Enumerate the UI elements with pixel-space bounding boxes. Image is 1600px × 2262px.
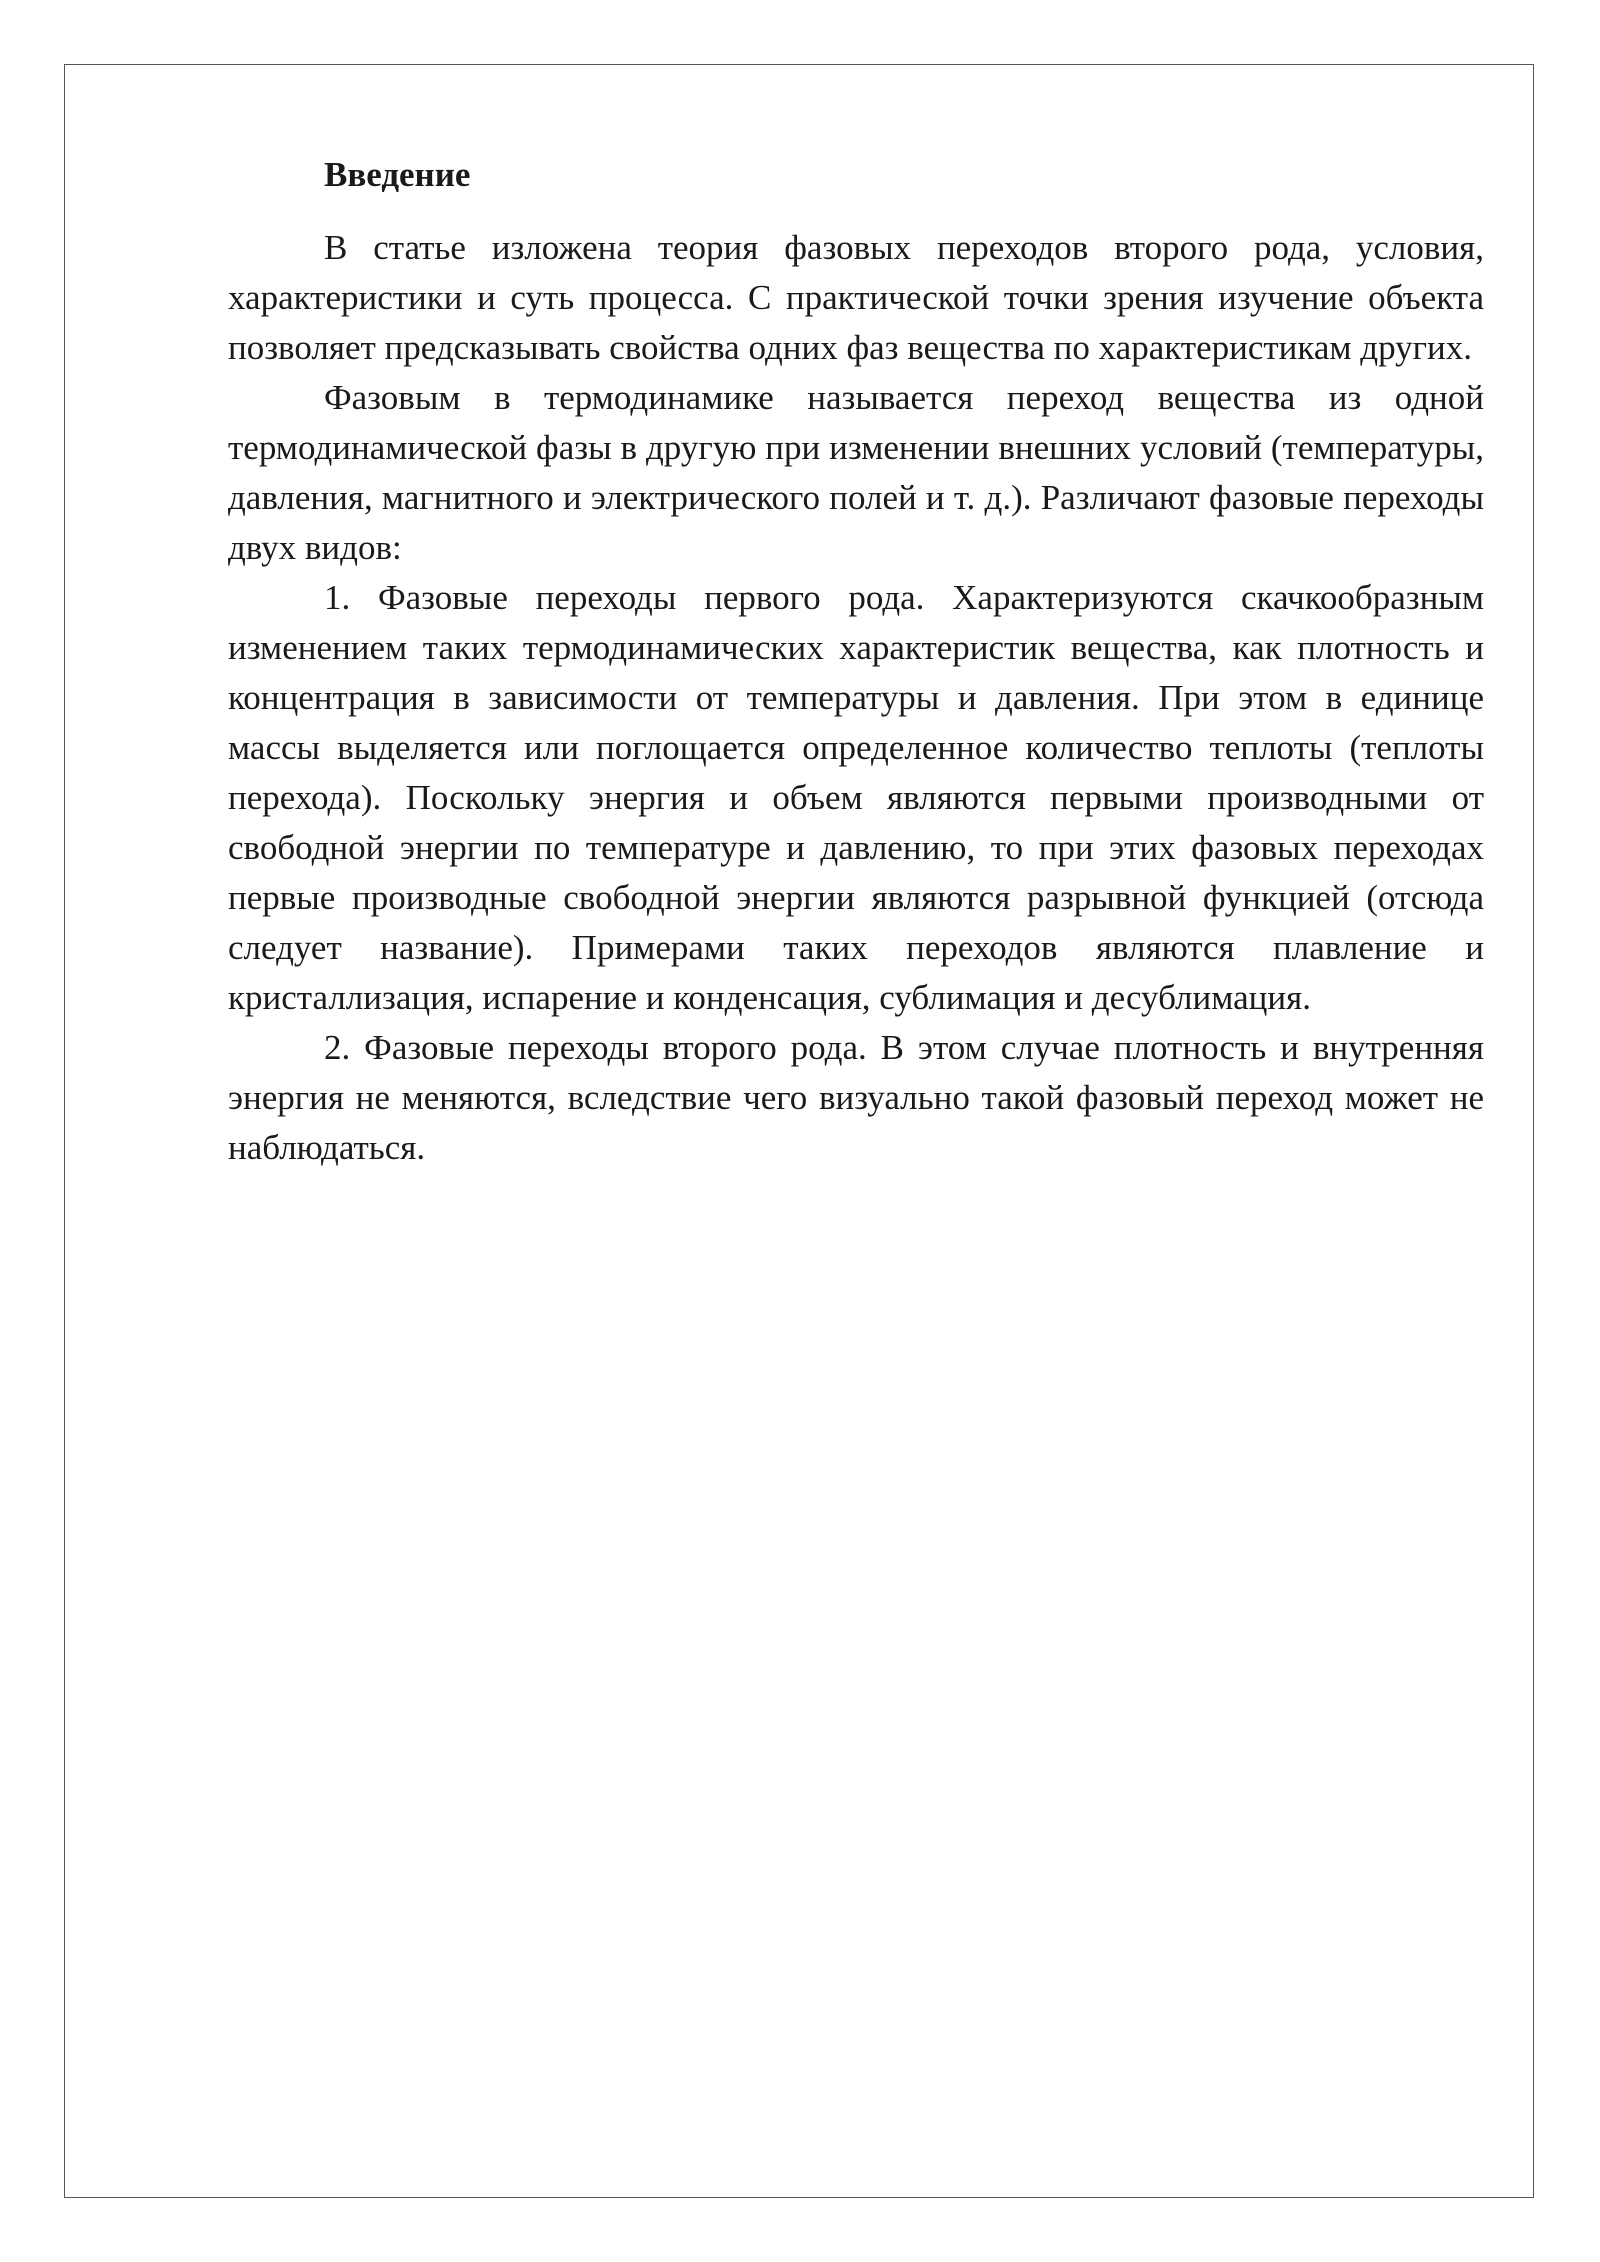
list-item-first-order: 1. Фазовые переходы первого рода. Характеризуются скачкообразным изменением таких термодинамических характеристик вещества, как плотность и концентрация в зависимости от температуры и давления. При этом в единице массы выделяется или поглощается определенное количество теплоты (теплоты перехода). Поскольку энергия и объем являются первыми производными от свободной энергии по температуре и давлению, то при этих фазовых переходах первые производные свободной энергии являются разрывной функцией (отсюда следует название). Примерами таких переходов являются плавление и кристаллизация, испарение и конденсация, сублимация и десублимация. xyxy=(228,578,1484,1017)
paragraph-intro: В статье изложена теория фазовых переходов второго рода, условия, характеристики и суть процесса. С практической точки зрения изучение объекта позволяет предсказывать свойства одних фаз вещества по характеристикам других. xyxy=(228,228,1484,367)
paragraph-definition: Фазовым в термодинамике называется переход вещества из одной термодинамической фазы в другую при изменении внешних условий (температуры, давления, магнитного и электрического полей и т. д.). Различают фазовые переходы двух видов: xyxy=(228,378,1484,567)
list-item-second-order: 2. Фазовые переходы второго рода. В этом случае плотность и внутренняя энергия не меняются, вследствие чего визуально такой фазовый переход может не наблюдаться. xyxy=(228,1028,1484,1167)
section-heading: Введение xyxy=(324,155,471,194)
document-body xyxy=(228,150,1484,1173)
